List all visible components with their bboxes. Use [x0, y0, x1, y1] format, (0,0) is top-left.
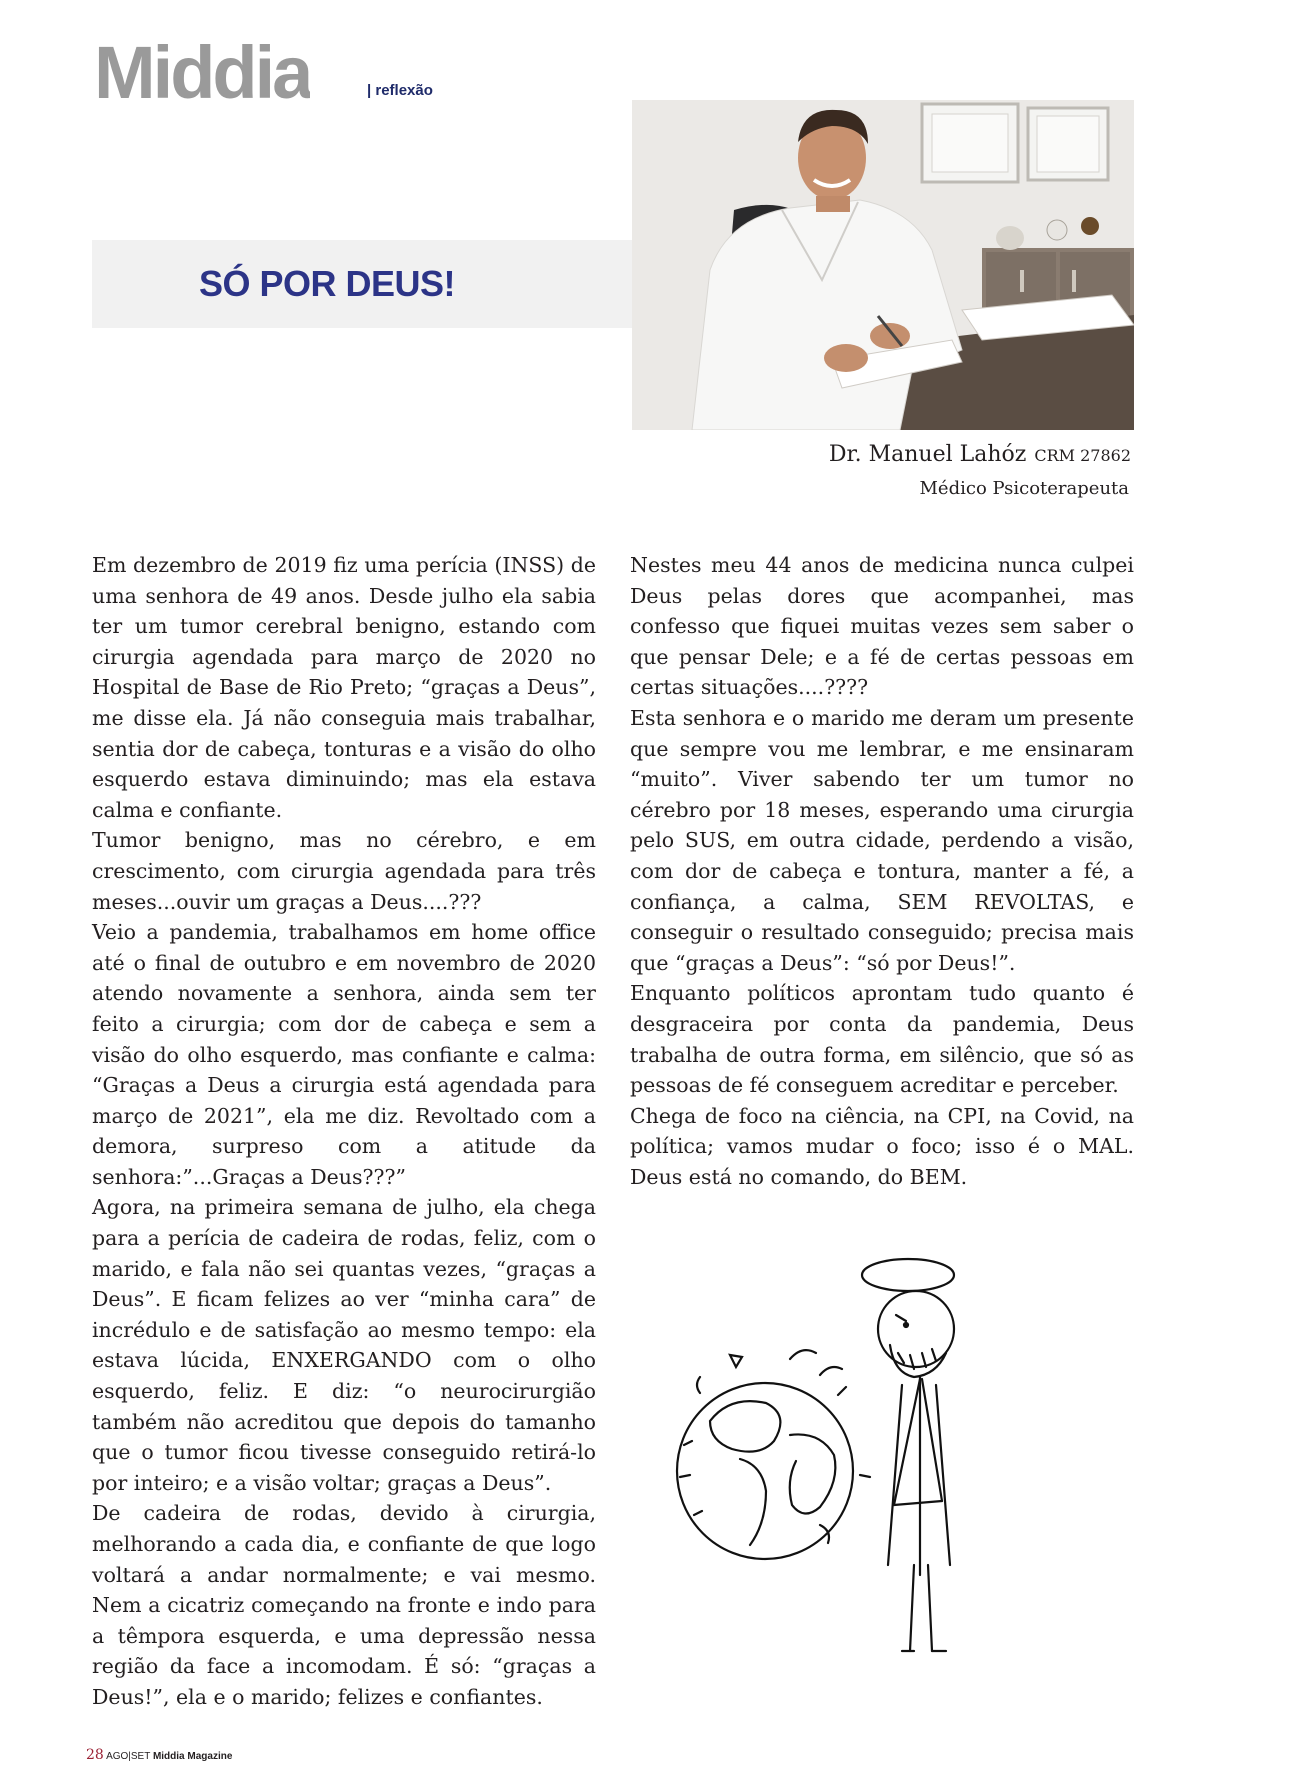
page-footer [86, 1747, 232, 1763]
section-label: | reflexão [367, 82, 433, 99]
paragraph: Esta senhora e o marido me deram um presente que sempre vou me lembrar, e me ensinaram “muito”. Viver sabendo ter um tumor no cérebro por 18 meses, esperando uma cirurgia pelo SUS, em outra cidade, perdendo a visão, com dor de cabeça e tontura, manter a fé, a confiança, a calma, SEM REVOLTAS, e conseguir o resultado conseguido; precisa mais que “graças a Deus”: “só por Deus!”. [630, 705, 1134, 975]
paragraph: Enquanto políticos aprontam tudo quanto é desgraceira por conta da pandemia, Deus trabalha de outra forma, em silêncio, que só as pessoas de fé conseguem acreditar e perceber. [630, 981, 1134, 1098]
paragraph: Nestes meu 44 anos de medicina nunca culpei Deus pelas dores que acompanhei, mas confesso que fiquei muitas vezes sem saber o que pensar Dele; e a fé de certas pessoas em certas situações....???? [630, 553, 1134, 700]
illustration-icon [670, 1245, 990, 1665]
author-name-text: Dr. Manuel Lahóz [828, 442, 1027, 467]
magazine-logo: Middia [94, 36, 311, 102]
god-looking-at-earth-sketch [670, 1245, 990, 1665]
article-column-right [630, 550, 1134, 1192]
author-role: Médico Psicoterapeuta [919, 478, 1129, 499]
paragraph: Em dezembro de 2019 fiz uma perícia (INSS) de uma senhora de 49 anos. Desde julho ela sabia ter um tumor cerebral benigno, estando com cirurgia agendada para março de 2020 no Hospital de Base de Rio Preto; “graças a Deus”, me disse ela. Já não conseguia mais trabalhar, sentia dor de cabeça, tonturas e a visão do olho esquerdo estava diminuindo; mas ela estava calma e confiante. [92, 553, 596, 822]
paragraph: Agora, na primeira semana de julho, ela chega para a perícia de cadeira de rodas, feliz, com o marido, e fala não sei quantas vezes, “graças a Deus”. E ficam felizes ao ver “minha cara” de incrédulo e de satisfação ao mesmo tempo: ela estava lúcida, ENXERGANDO com o olho esquerdo, feliz. E diz: “o neurocirurgião também não acreditou que depois do tamanho que o tumor ficou tivesse conseguido retirá-lo por inteiro; e a visão voltar; graças a Deus”. [92, 1195, 596, 1495]
article-title: SÓ POR DEUS! [198, 263, 456, 304]
paragraph: Veio a pandemia, trabalhamos em home office até o final de outubro e em novembro de 2020 atendo novamente a senhora, ainda sem ter feito a cirurgia; com dor de cabeça e sem a visão do olho esquerdo, mas confiante e calma: “Graças a Deus a cirurgia está agendada para março de 2021”, ela me diz. Revoltado com a demora, surpreso com a atitude da senhora:”...Graças a Deus???” [92, 920, 596, 1189]
photo-icon [632, 100, 1134, 430]
footer-magazine-name: Middia Magazine [152, 1751, 233, 1762]
issue-label: AGO|SET [106, 1751, 151, 1762]
paragraph: De cadeira de rodas, devido à cirurgia, melhorando a cada dia, e confiante de que logo voltará a andar normalmente; e vai mesmo. Nem a cicatriz começando na fronte e indo para a têmpora esquerda, e uma depressão nessa região da face a incomodam. É só: “graças a Deus!”, ela e o marido; felizes e confiantes. [92, 1501, 596, 1709]
paragraph: Chega de foco na ciência, na CPI, na Covid, na política; vamos mudar o foco; isso é o MAL. Deus está no comando, do BEM. [630, 1103, 1134, 1189]
article-column-left [92, 550, 596, 1713]
doctor-portrait-photo [632, 100, 1134, 430]
author-crm: CRM 27862 [1034, 446, 1131, 465]
paragraph: Tumor benigno, mas no cérebro, e em crescimento, com cirurgia agendada para três meses...ouvir um graças a Deus....??? [92, 828, 596, 914]
title-band [92, 240, 662, 328]
author-name [829, 442, 1131, 467]
page-number: 28 [86, 1747, 104, 1763]
